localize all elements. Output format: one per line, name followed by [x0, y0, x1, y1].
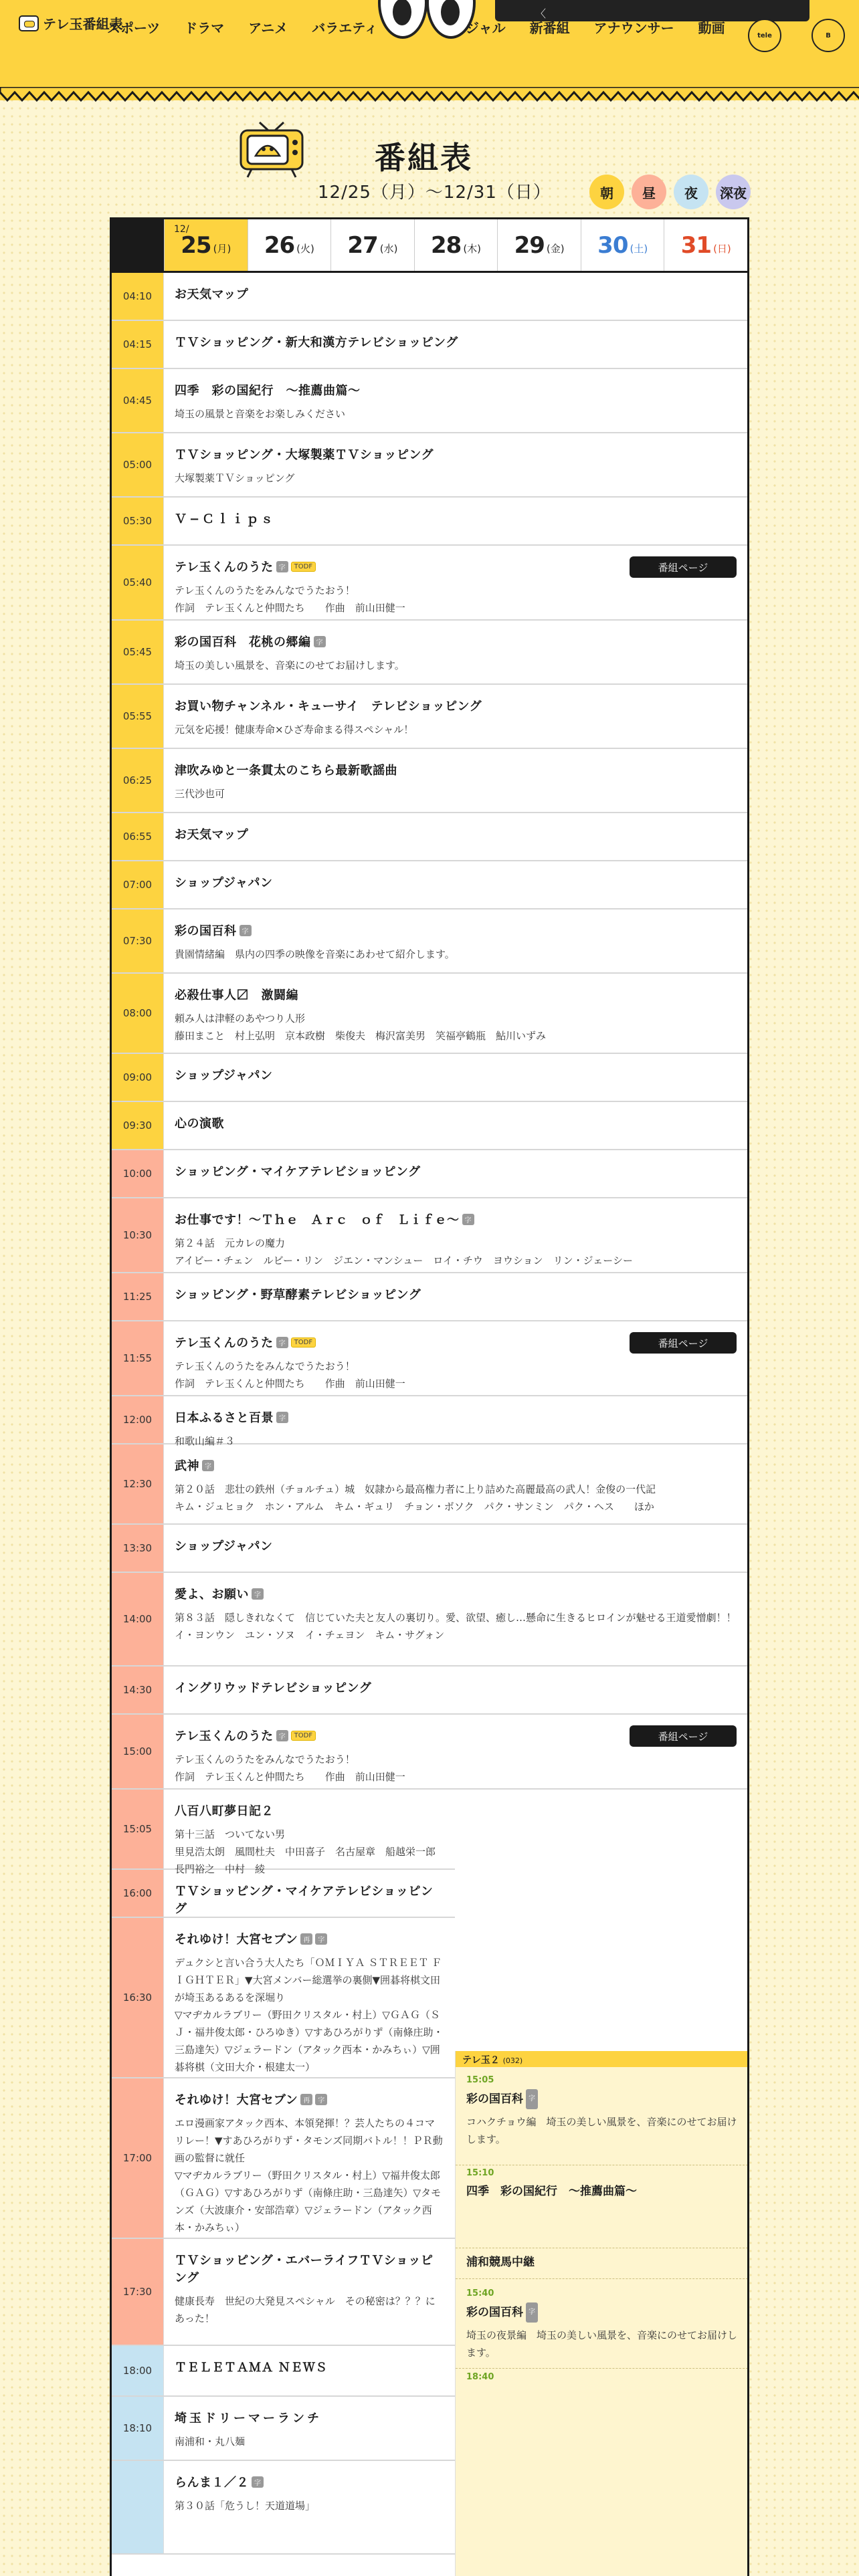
channel-circle-icon[interactable]	[748, 19, 781, 52]
day-tab-weekday: (木)	[463, 243, 482, 255]
program-description: 貴園情緒編 県内の四季の映像を音楽にあわせて紹介します。	[175, 948, 455, 960]
program-cell[interactable]	[164, 1573, 747, 1665]
subchannel-item-time: 18:40	[466, 2372, 494, 2382]
program-row	[112, 1444, 747, 1525]
subchannel-item-title	[466, 2302, 737, 2323]
program-title-text: ＴＶショッピング・マイケアテレビショッピング	[175, 1885, 434, 1916]
subchannel-item-time: 15:10	[466, 2168, 494, 2178]
program-cell[interactable]	[164, 369, 747, 432]
program-description: 大塚製薬ＴＶショッピング	[175, 472, 295, 484]
program-cell[interactable]	[164, 685, 747, 748]
day-tab-date: 25	[181, 231, 211, 259]
program-title[interactable]	[175, 1930, 444, 1947]
program-description: 健康長寿 世紀の大発見スペシャル その秘密は？？？にあった！	[175, 2295, 436, 2325]
day-tab-28[interactable]	[414, 219, 498, 271]
program-title-text: Ｖ−Ｃｌｉｐｓ	[175, 512, 276, 526]
subchannel-item-title	[466, 2253, 737, 2272]
program-row	[112, 1790, 455, 1875]
program-row	[112, 1525, 747, 1573]
day-tab-31[interactable]	[664, 219, 747, 271]
program-time: 05:30	[112, 498, 164, 544]
program-time: 11:25	[112, 1273, 164, 1320]
program-row	[112, 909, 747, 974]
program-title[interactable]	[175, 761, 737, 778]
page-title: 番組表	[375, 140, 473, 176]
program-title-text: 日本ふるさと百景	[175, 1411, 274, 1425]
program-title[interactable]	[175, 986, 737, 1003]
program-title[interactable]	[175, 2358, 444, 2375]
program-row	[112, 621, 747, 685]
program-row	[112, 749, 747, 813]
nav-videos[interactable]: 動画	[698, 20, 725, 36]
program-time: 12:00	[112, 1396, 164, 1443]
program-description: テレ玉くんのうたをみんなでうたおう！ 作詞 テレ玉くんと仲間たち 作曲 前山田健一	[175, 1753, 405, 1783]
program-time: 09:00	[112, 1054, 164, 1101]
program-title[interactable]	[175, 697, 737, 714]
program-row	[112, 1321, 747, 1396]
program-time: 08:00	[112, 974, 164, 1053]
program-title[interactable]	[175, 2090, 444, 2108]
program-row	[112, 1273, 747, 1321]
program-row	[112, 546, 747, 621]
program-row	[112, 369, 747, 433]
time-of-day-late-night[interactable]: 深夜	[716, 175, 751, 209]
program-cell[interactable]	[164, 2461, 455, 2553]
caption-badge: 字	[315, 1933, 327, 1945]
channel-icon-label: tele	[757, 31, 772, 39]
program-title-text: 彩の国百科	[175, 924, 237, 938]
program-title[interactable]	[175, 1408, 737, 1426]
program-title-text: 津吹みゆと一条貫太のこちら最新歌謡曲	[175, 764, 397, 778]
program-cell[interactable]	[164, 2346, 455, 2395]
program-description: テレ玉くんのうたをみんなでうたおう！ 作詞 テレ玉くんと仲間たち 作曲 前山田健一	[175, 1360, 405, 1390]
caption-badge: 字	[526, 2302, 538, 2323]
day-tab-month: 12/	[174, 224, 189, 235]
program-description: 第８３話 隠しきれなくて 信じていた夫と友人の裏切り。愛、欲望、癒し…懸命に生きるヒロインが魅せる王道愛憎劇！！ イ・ヨンウン ユン・ソヌ イ・チェヨン キム・サグォン	[175, 1612, 737, 1641]
mascot-icon-label: B	[826, 31, 831, 39]
program-row	[112, 1396, 747, 1447]
program-time: 04:15	[112, 321, 164, 368]
program-time: 16:00	[112, 1870, 164, 1917]
program-cell[interactable]	[164, 1444, 747, 1523]
program-time	[112, 2461, 164, 2553]
time-of-day-morning[interactable]: 朝	[589, 175, 624, 209]
program-cell[interactable]	[164, 433, 747, 496]
program-title[interactable]	[175, 1210, 737, 1228]
nav-drama[interactable]: ドラマ	[184, 20, 225, 36]
caption-badge: 字	[252, 2476, 264, 2488]
program-cell[interactable]	[164, 1396, 747, 1447]
caption-badge: 字	[526, 2089, 538, 2109]
program-row	[112, 1918, 455, 2078]
nav-variety[interactable]: バラエティ	[312, 20, 378, 36]
program-title-text: ショップジャパン	[175, 876, 273, 890]
subchannel-header	[456, 2051, 748, 2067]
program-title[interactable]	[175, 825, 737, 843]
program-cell[interactable]	[164, 273, 747, 320]
program-description: デュクシと言い合う大人たち「ＯＭＩＹＡ ＳＴＲＥＥＴ ＦＩＧＨＴＥＲ」▼大宮メンバー総選挙の裏側▼囲碁将棋文田が埼玉あるあるを深堀り ▽マヂカルラブリー（野田クリスタル・村上）▽ＧＡＧ（ＳＪ・福井俊太郎・ひろゆき）▽すあひろがりず（南條庄助・三島達矢）▽ジェラードン（アタック西本・かみちぃ）▽囲碁将棋（文田大介・根建太一）	[175, 1957, 444, 2073]
program-cell[interactable]	[164, 1918, 455, 2077]
program-cell[interactable]	[164, 1102, 747, 1149]
program-cell[interactable]	[164, 974, 747, 1053]
subchannel-item-time: 15:05	[466, 2075, 494, 2085]
program-cell[interactable]	[164, 498, 747, 544]
program-title[interactable]	[175, 285, 737, 302]
program-row	[112, 813, 747, 861]
program-title-text: お天気マップ	[175, 828, 249, 842]
program-title-text: ＴＶショッピング・大塚製薬ＴＶショッピング	[175, 448, 434, 462]
program-time: 15:05	[112, 1790, 164, 1868]
day-tab-weekday: (土)	[630, 243, 648, 255]
program-time: 04:45	[112, 369, 164, 432]
program-row	[112, 974, 747, 1054]
program-row	[112, 1667, 747, 1715]
schedule-board	[110, 217, 749, 2576]
program-cell[interactable]	[164, 1790, 455, 1875]
program-row	[112, 685, 747, 749]
nav-anime[interactable]: アニメ	[248, 20, 288, 36]
program-page-button[interactable]: 番組ページ	[630, 556, 737, 578]
program-time: 17:00	[112, 2078, 164, 2238]
program-time: 07:00	[112, 861, 164, 908]
todf-badge: TODF	[291, 1337, 316, 1348]
program-time: 07:30	[112, 909, 164, 972]
program-title[interactable]	[175, 510, 737, 527]
day-tab-30[interactable]	[581, 219, 664, 271]
program-cell[interactable]	[164, 1198, 747, 1272]
program-cell[interactable]	[164, 813, 747, 860]
program-page-button[interactable]: 番組ページ	[630, 1332, 737, 1354]
program-row	[112, 1102, 747, 1150]
program-title-text: ショッピング・マイケアテレビショッピング	[175, 1165, 421, 1179]
program-cell[interactable]	[164, 1150, 747, 1197]
subchannel-item-title-text: 彩の国百科	[466, 2092, 523, 2106]
subchannel-item-title-text: 彩の国百科	[466, 2306, 523, 2319]
program-title-text: 四季 彩の国紀行 〜推薦曲篇〜	[175, 384, 361, 398]
program-time: 05:40	[112, 546, 164, 619]
program-title-text: ショップジャパン	[175, 1069, 273, 1083]
caption-badge: 字	[276, 561, 288, 572]
program-time: 13:30	[112, 1525, 164, 1572]
program-description: 三代沙也可	[175, 788, 225, 800]
program-row	[112, 1870, 455, 1918]
day-tab-weekday: (金)	[546, 243, 565, 255]
program-cell[interactable]	[164, 749, 747, 812]
program-row	[112, 498, 747, 546]
program-description: 和歌山編＃３	[175, 1435, 235, 1447]
program-time: 04:10	[112, 273, 164, 320]
program-cell[interactable]	[164, 621, 747, 683]
program-title-text: ＴＶショッピング・エバーライフＴＶショッピング	[175, 2254, 434, 2285]
program-title-text: それゆけ！大宮セブン	[175, 1933, 298, 1947]
program-time: 17:30	[112, 2239, 164, 2345]
program-cell[interactable]	[164, 1667, 747, 1713]
program-title-text: 愛よ、お願い	[175, 1588, 249, 1602]
program-cell[interactable]	[164, 909, 747, 972]
subchannel-item[interactable]	[456, 2075, 748, 2165]
day-tab-25[interactable]	[164, 219, 248, 271]
subchannel-item[interactable]	[456, 2168, 748, 2248]
caption-badge: 字	[276, 1337, 288, 1348]
program-cell[interactable]	[164, 1273, 747, 1320]
program-title[interactable]	[175, 381, 737, 399]
program-title-text: 必殺仕事人〼 激闘編	[175, 988, 298, 1002]
subchannel-item-title-text: 浦和競馬中継	[466, 2256, 535, 2269]
subchannel-item[interactable]	[456, 2249, 748, 2279]
program-title[interactable]	[175, 1285, 737, 1303]
subchannel-item-description: 埼玉の夜景編 埼玉の美しい風景を、音楽にのせてお届けします。	[466, 2329, 738, 2359]
program-title[interactable]	[175, 1162, 737, 1180]
program-row	[112, 1198, 747, 1273]
program-time: 12:30	[112, 1444, 164, 1523]
day-tab-date: 26	[264, 231, 295, 259]
program-title[interactable]	[175, 2251, 444, 2286]
todf-badge: TODF	[291, 562, 316, 572]
program-row	[112, 2239, 455, 2346]
program-row	[112, 1715, 747, 1790]
program-time: 14:00	[112, 1573, 164, 1665]
caption-badge: 字	[276, 1730, 288, 1741]
program-time: 18:10	[112, 2397, 164, 2460]
program-cell[interactable]	[164, 321, 747, 368]
subchannel-code: (032)	[502, 2056, 523, 2065]
day-tabs-corner	[112, 219, 164, 271]
program-title-text: イングリウッドテレビショッピング	[175, 1681, 372, 1695]
program-cell[interactable]	[164, 1321, 747, 1395]
program-description: 南浦和・丸八麺	[175, 2436, 246, 2448]
program-row	[112, 2346, 455, 2397]
date-range: 12/25（月）〜12/31（日）	[318, 183, 551, 203]
day-tab-date: 30	[597, 231, 628, 259]
program-description: 頼み人は津軽のあやつり人形 藤田まこと 村上弘明 京本政樹 柴俊夫 梅沢富美男 笑福亭鶴瓶 鮎川いずみ	[175, 1012, 547, 1042]
program-title-text: 心の演歌	[175, 1117, 224, 1131]
caption-badge: 字	[315, 2094, 327, 2105]
program-title-text: お仕事です！〜Ｔｈｅ Ａｒｃ ｏｆ Ｌｉｆｅ〜	[175, 1213, 460, 1227]
day-tab-27[interactable]	[330, 219, 414, 271]
header-zigzag-divider	[0, 87, 859, 103]
day-tab-date: 29	[514, 231, 545, 259]
program-title[interactable]	[175, 1802, 444, 1819]
search-text: 〈	[535, 7, 547, 20]
program-title-text: お天気マップ	[175, 288, 249, 302]
program-title-text: 武神	[175, 1459, 199, 1473]
left-eye-icon	[378, 0, 427, 39]
nav-announcers[interactable]: アナウンサー	[593, 20, 674, 36]
subchannel-item-title	[466, 2182, 737, 2201]
subchannel-item-title-text: 四季 彩の国紀行 〜推薦曲篇〜	[466, 2185, 637, 2198]
program-title[interactable]	[175, 633, 737, 650]
retro-tv-icon	[238, 116, 305, 179]
program-description: 元気を応援！健康寿命×ひざ寿命まる得スペシャル！	[175, 724, 414, 736]
day-tab-weekday: (日)	[713, 243, 731, 255]
program-title-text: ＴＶショッピング・新大和漢方テレビショッピング	[175, 336, 458, 350]
program-page-button[interactable]: 番組ページ	[630, 1725, 737, 1747]
site-header	[0, 0, 859, 100]
day-tab-weekday: (月)	[213, 243, 231, 255]
program-time: 05:45	[112, 621, 164, 683]
subchannel-item[interactable]	[456, 2288, 748, 2369]
program-time: 18:00	[112, 2346, 164, 2395]
day-tab-26[interactable]	[248, 219, 331, 271]
nav-left	[107, 17, 378, 37]
subchannel-item-description: コハクチョウ編 埼玉の美しい風景を、音楽にのせてお届けします。	[466, 2116, 737, 2145]
caption-badge: 字	[276, 1412, 288, 1423]
day-tab-weekday: (火)	[296, 243, 314, 255]
program-time: 11:55	[112, 1321, 164, 1395]
program-cell[interactable]	[164, 1054, 747, 1101]
program-cell[interactable]	[164, 2078, 455, 2238]
caption-badge: 字	[202, 1460, 214, 1471]
program-title-text: それゆけ！大宮セブン	[175, 2093, 298, 2107]
program-title[interactable]	[175, 1585, 737, 1602]
program-cell[interactable]	[164, 2239, 455, 2345]
subchannel-column	[455, 2051, 747, 2576]
program-cell[interactable]	[164, 1715, 747, 1788]
program-time: 05:55	[112, 685, 164, 748]
program-description: 第３０話「危うし！天道道場」	[175, 2500, 316, 2512]
program-time: 06:55	[112, 813, 164, 860]
program-title-text: ショップジャパン	[175, 1539, 273, 1553]
program-row	[112, 861, 747, 909]
program-description: 第十三話 ついてない男 里見浩太朗 風間杜夫 中田喜子 名古屋章 船越栄一郎 長門裕之 中村 綾	[175, 1828, 436, 1875]
program-time: 10:00	[112, 1150, 164, 1197]
program-cell[interactable]	[164, 2397, 455, 2460]
caption-badge: 字	[462, 1214, 474, 1225]
mascot-eyes-icon	[378, 0, 478, 40]
program-title[interactable]	[175, 1114, 737, 1132]
program-row	[112, 1573, 747, 1667]
program-row	[112, 321, 747, 369]
nav-right	[466, 17, 725, 37]
program-description: 埼玉の美しい風景を、音楽にのせてお届けします。	[175, 659, 405, 671]
day-tab-weekday: (水)	[379, 243, 398, 255]
nav-sports[interactable]: スポーツ	[107, 20, 161, 36]
program-title[interactable]	[175, 1066, 737, 1083]
program-title[interactable]	[175, 873, 737, 891]
program-title-text: ＴＥＬＥＴＡＭＡ ＮＥＷＳ	[175, 2361, 328, 2375]
time-of-day-noon[interactable]: 昼	[632, 175, 666, 209]
program-title[interactable]	[175, 1457, 737, 1474]
day-tabs	[112, 219, 747, 273]
program-row	[112, 1150, 747, 1198]
hero	[0, 110, 859, 211]
rerun-badge: 再	[300, 1933, 312, 1945]
program-row	[112, 2461, 455, 2555]
program-title[interactable]	[175, 1679, 737, 1696]
program-title-text: お買い物チャンネル・キューサイ テレビショッピング	[175, 700, 482, 714]
nav-genre[interactable]: ジャル	[466, 20, 506, 36]
program-title[interactable]	[175, 333, 737, 350]
program-title-text: 彩の国百科 花桃の郷編	[175, 635, 311, 649]
nav-new-programs[interactable]: 新番組	[529, 20, 570, 36]
program-description: エロ漫画家アタック西本、本領発揮！？芸人たちの４コマリレー！▼すあひろがりず・タモンズ同期バトル！！ＰＲ動画の監督に就任 ▽マヂカルラブリー（野田クリスタル・村上）▽福井俊太郎（ＧＡＧ）▽すあひろがりず（南條庄助・三島達矢）▽タモンズ（大波康介・安部浩章）▽ジェラードン（アタック西本・かみちぃ）	[175, 2117, 443, 2234]
program-row	[112, 273, 747, 321]
program-row	[112, 1054, 747, 1102]
caption-badge: 字	[314, 636, 326, 647]
program-title[interactable]	[175, 445, 737, 463]
subchannel-label: テレ玉２	[462, 2055, 500, 2066]
program-time: 10:30	[112, 1198, 164, 1272]
program-time: 06:25	[112, 749, 164, 812]
subchannel-item	[456, 2372, 748, 2392]
subchannel-item-title	[466, 2089, 737, 2109]
program-title-text: らんま１／２	[175, 2476, 249, 2490]
program-description: 第２４話 元カレの魔力 アイビー・チェン ルビー・リン ジエン・マンシュー ロイ・チウ ヨウション リン・ジェーシー	[175, 1237, 633, 1267]
program-title[interactable]	[175, 1537, 737, 1554]
caption-badge: 字	[240, 925, 252, 936]
program-row	[112, 2078, 455, 2239]
program-title-text: 八百八町夢日記２	[175, 1804, 274, 1818]
program-title[interactable]	[175, 922, 737, 939]
program-description: 埼玉の風景と音楽をお楽しみください	[175, 408, 346, 420]
program-time: 15:00	[112, 1715, 164, 1788]
program-title[interactable]	[175, 2409, 444, 2426]
program-cell[interactable]	[164, 1525, 747, 1572]
program-time: 16:30	[112, 1918, 164, 2077]
caption-badge: 字	[252, 1588, 264, 1600]
program-cell[interactable]	[164, 1870, 455, 1917]
program-row	[112, 2397, 455, 2461]
program-time: 09:30	[112, 1102, 164, 1149]
todf-badge: TODF	[291, 1731, 316, 1741]
program-title-text: テレ玉くんのうた	[175, 1336, 274, 1350]
day-tab-29[interactable]	[497, 219, 581, 271]
program-cell[interactable]	[164, 546, 747, 619]
program-description: テレ玉くんのうたをみんなでうたおう！ 作詞 テレ玉くんと仲間たち 作曲 前山田健一	[175, 584, 405, 614]
time-of-day-evening[interactable]: 夜	[674, 175, 708, 209]
day-tab-date: 31	[680, 231, 712, 259]
day-tab-date: 27	[347, 231, 378, 259]
program-title-text: ショッピング・野草酵素テレビショッピング	[175, 1288, 421, 1302]
mascot-circle-icon[interactable]	[812, 19, 845, 52]
program-title-text: テレ玉くんのうた	[175, 1729, 274, 1743]
logo-text: テレ玉番組表	[43, 16, 123, 32]
program-title-text: テレ玉くんのうた	[175, 560, 274, 574]
tv-logo-icon	[19, 15, 39, 31]
program-title[interactable]	[175, 2473, 444, 2490]
subchannel-item-time: 15:40	[466, 2288, 494, 2298]
program-cell[interactable]	[164, 861, 747, 908]
program-title[interactable]	[175, 1882, 444, 1917]
program-time: 05:00	[112, 433, 164, 496]
program-row	[112, 433, 747, 498]
program-time: 14:30	[112, 1667, 164, 1713]
rerun-badge: 再	[300, 2094, 312, 2105]
program-description: 第２０話 悲壮の鉄州（チョルチュ）城 奴隷から最高権力者に上り詰めた高麗最高の武人！金俊の一代記 キム・ジュヒョク ホン・アルム キム・ギュリ チョン・ボソク パク・サンミン パク・ヘス ほか	[175, 1483, 656, 1513]
program-title-text: 埼玉ドリーマーランチ	[175, 2411, 322, 2426]
day-tab-date: 28	[431, 231, 462, 259]
